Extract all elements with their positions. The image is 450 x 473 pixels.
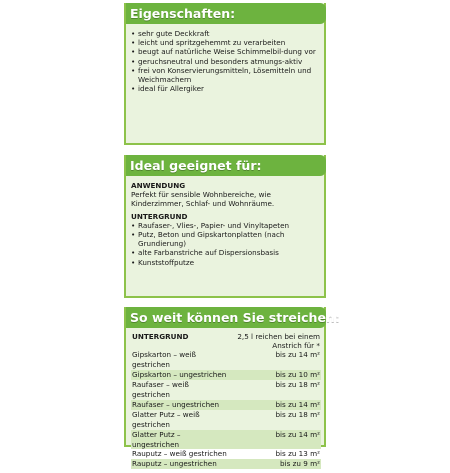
row-label: Raufaser – weiß gestrichen [132, 380, 189, 400]
list-item: • Putz, Beton und Gipskartonplatten (nach Grundierung) [131, 230, 321, 248]
table-row [131, 350, 321, 370]
row-value: bis zu 14 m² [275, 350, 320, 360]
untergrund-list [131, 221, 321, 267]
reichweite-panel [124, 307, 340, 469]
table-row [131, 370, 321, 380]
table-row [131, 400, 321, 410]
row-value: bis zu 14 m² [229, 430, 321, 450]
row-label: Raufaser – ungestrichen [131, 400, 229, 410]
table-row [131, 410, 321, 430]
row-label: Glatter Putz – weiß gestrichen [132, 409, 200, 429]
row-label: Rauputz – weiß gestrichen [132, 449, 227, 459]
anwendung-text: Perfekt für sensible Wohnbereiche, wie Kinderzimmer, Schlaf- und Wohnräume. [131, 190, 275, 209]
row-label: Rauputz – ungestrichen [131, 459, 229, 469]
eigenschaften-title: Eigenschaften: [126, 3, 326, 24]
row-value: bis zu 18 m² [275, 380, 320, 390]
list-item: • ideal für Allergiker [131, 84, 321, 93]
row-value: bis zu 9 m² [229, 459, 321, 469]
ideal-panel [124, 155, 326, 298]
list-item: • leicht und spritzgehemmt zu verarbeiten [131, 38, 321, 47]
list-item: • Raufaser-, Vlies-, Papier- und Vinyltapeten [131, 221, 321, 230]
table-row [131, 430, 321, 450]
list-item: • frei von Konservierungsmitteln, Lösemitteln und Weichmachern [131, 66, 321, 84]
row-value: bis zu 14 m² [229, 400, 321, 410]
column-note: 2,5 l reichen bei einem Anstrich für * [237, 332, 320, 351]
row-label: Gipskarton – weiß gestrichen [132, 350, 197, 370]
table-row [131, 459, 321, 469]
eigenschaften-list [131, 29, 321, 93]
list-item: • alte Farbanstriche auf Dispersionsbasis [131, 248, 321, 257]
list-item: • geruchsneutral und besonders atmungs-aktiv [131, 57, 321, 66]
row-value: bis zu 10 m² [229, 370, 321, 380]
untergrund-label: UNTERGRUND [131, 211, 188, 221]
list-item: • Kunststoffputze [131, 258, 321, 267]
table-row [131, 449, 321, 459]
row-value: bis zu 18 m² [275, 409, 320, 419]
table-row [131, 380, 321, 400]
column-label: UNTERGRUND [132, 332, 189, 341]
row-label: Glatter Putz – ungestrichen [131, 430, 229, 450]
row-label: Gipskarton – ungestrichen [131, 370, 229, 380]
reichweite-title: So weit können Sie streichen: [126, 307, 326, 328]
row-value: bis zu 13 m² [275, 449, 320, 459]
table-header-row [131, 332, 321, 350]
anwendung-label: ANWENDUNG [131, 181, 186, 190]
list-item: • beugt auf natürliche Weise Schimmelbil-dung vor [131, 47, 321, 56]
eigenschaften-panel [124, 3, 326, 145]
coverage-table [131, 332, 321, 469]
ideal-title: Ideal geeignet für: [126, 155, 326, 176]
list-item: • sehr gute Deckkraft [131, 29, 321, 38]
